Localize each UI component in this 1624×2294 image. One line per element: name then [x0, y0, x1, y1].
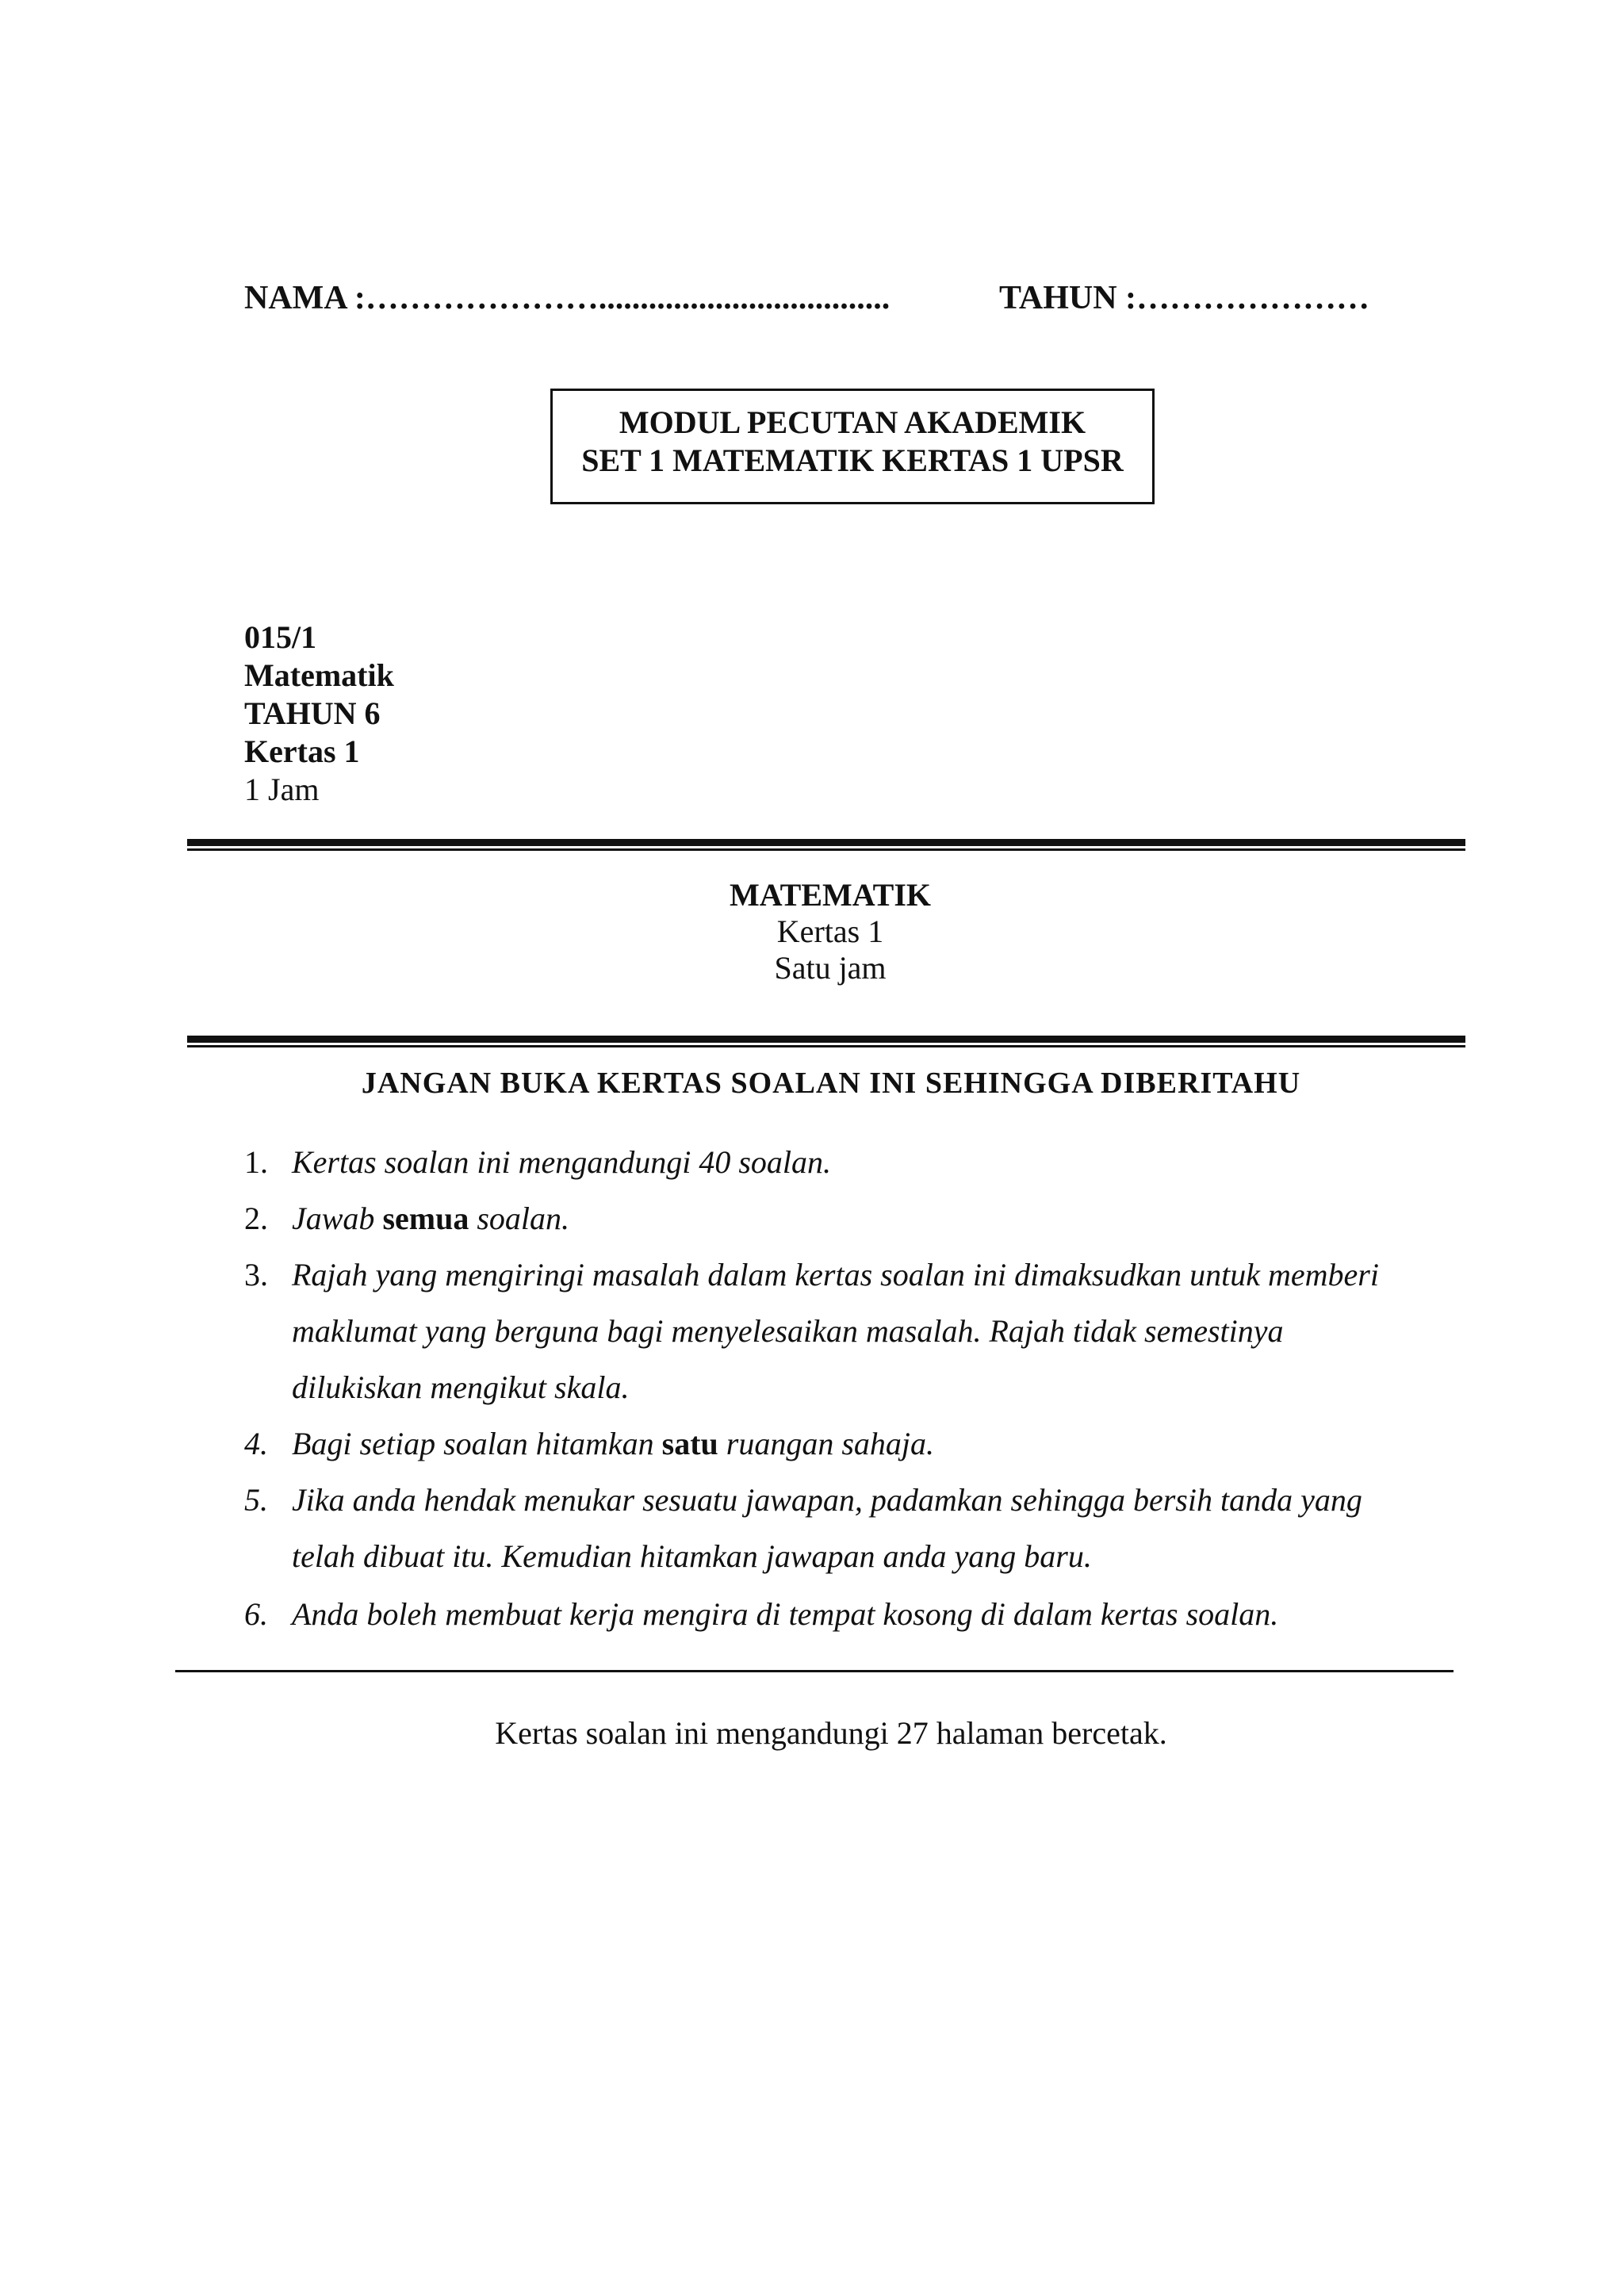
- module-title-line1: MODUL PECUTAN AKADEMIK: [619, 404, 1086, 440]
- instruction-text: Rajah yang mengiringi masalah dalam kertas soalan ini dimaksudkan untuk memberi: [292, 1257, 1379, 1293]
- instruction-number: 6.: [244, 1596, 268, 1632]
- module-title-box: [550, 389, 1155, 504]
- student-info-row: [244, 279, 1370, 317]
- paper-number: Kertas 1: [244, 733, 360, 769]
- instruction-text: Jawab semua soalan.: [292, 1201, 570, 1236]
- paper-year: TAHUN 6: [244, 695, 381, 731]
- module-title-line2: SET 1 MATEMATIK KERTAS 1 UPSR: [581, 442, 1124, 478]
- middle-divider: [187, 1036, 1465, 1048]
- instruction-text: Jika anda hendak menukar sesuatu jawapan, padamkan sehingga bersih tanda yang: [292, 1482, 1362, 1518]
- bottom-divider: [175, 1670, 1454, 1672]
- instruction-text: dilukiskan mengikut skala.: [292, 1369, 630, 1405]
- top-divider: [187, 839, 1465, 852]
- warning-heading: JANGAN BUKA KERTAS SOALAN INI SEHINGGA DIBERITAHU: [361, 1067, 1301, 1100]
- page-count-note: Kertas soalan ini mengandungi 27 halaman bercetak.: [495, 1715, 1167, 1751]
- subject-duration: Satu jam: [774, 950, 887, 986]
- instruction-number: 4.: [244, 1426, 268, 1461]
- paper-code: 015/1: [244, 619, 317, 655]
- emphasis-text: semua: [382, 1201, 469, 1236]
- year-field-label: TAHUN :…………………: [999, 280, 1370, 316]
- paper-duration: 1 Jam: [244, 772, 320, 807]
- paper-info: [244, 618, 394, 809]
- instruction-text: Anda boleh membuat kerja mengira di tempat kosong di dalam kertas soalan.: [292, 1596, 1279, 1632]
- name-field-label: NAMA :…………………...................................: [244, 280, 891, 316]
- subject-title: MATEMATIK: [729, 877, 932, 913]
- instruction-number: 1.: [244, 1144, 268, 1180]
- emphasis-text: satu: [661, 1426, 718, 1461]
- subject-block: [0, 877, 1624, 986]
- instruction-text: telah dibuat itu. Kemudian hitamkan jawapan anda yang baru.: [292, 1538, 1092, 1574]
- subject-paper: Kertas 1: [776, 913, 884, 949]
- instruction-number: 2.: [244, 1201, 268, 1236]
- instruction-number: 5.: [244, 1482, 268, 1518]
- instruction-text: Bagi setiap soalan hitamkan satu ruangan sahaja.: [292, 1426, 935, 1461]
- paper-subject: Matematik: [244, 657, 394, 693]
- instruction-number: 3.: [244, 1257, 268, 1293]
- instruction-text: Kertas soalan ini mengandungi 40 soalan.: [292, 1144, 832, 1180]
- instruction-text: maklumat yang berguna bagi menyelesaikan masalah. Rajah tidak semestinya: [292, 1313, 1284, 1349]
